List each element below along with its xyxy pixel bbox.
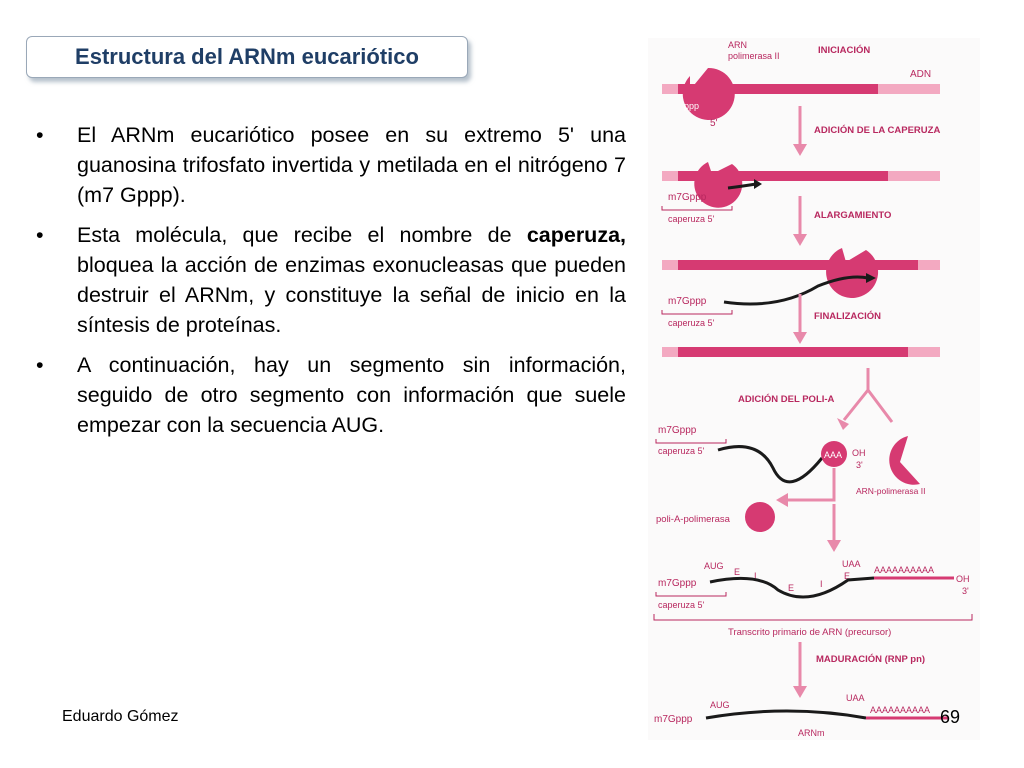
slide-title: Estructura del ARNm eucariótico <box>75 44 419 69</box>
oh-label: OH <box>852 448 866 458</box>
aug-label: AUG <box>704 561 724 571</box>
footer-author: Eduardo Gómez <box>62 708 179 725</box>
bullet-marker: • <box>36 123 44 147</box>
primary-transcript-label: Transcrito primario de ARN (precursor) <box>728 627 892 638</box>
mrna-processing-diagram <box>648 38 980 740</box>
three-prime-label: 3' <box>962 586 969 596</box>
m7gppp-label: m7Gppp <box>654 714 693 725</box>
polya-tail-label: AAAAAAAAAA <box>874 565 935 575</box>
slide-title-box <box>26 36 468 78</box>
uaa-label: UAA <box>842 559 861 569</box>
bullet-item-3 <box>36 350 626 440</box>
bullet-bold-term: caperuza, <box>526 223 626 247</box>
poly-a-polymerase-shape <box>745 502 775 532</box>
ppp-label: ppp <box>684 101 700 111</box>
page-number: 69 <box>940 707 961 727</box>
exon-label: E <box>788 583 795 593</box>
uaa-label: UAA <box>846 693 865 703</box>
bullet-text: Esta molécula, que recibe el nombre de <box>77 223 527 247</box>
bullet-text: El ARNm eucariótico posee en su extremo 5' una guanosina trifosfato invertida y metilada en el nitrógeno 7 (m7 Gppp). <box>77 123 626 207</box>
m7gppp-label: m7Gppp <box>668 296 707 307</box>
exon-label: E <box>844 571 851 581</box>
rna-transcript <box>678 260 918 270</box>
dna-label: ADN <box>910 69 932 80</box>
bullet-marker: • <box>36 353 44 377</box>
cap-label: caperuza 5' <box>658 600 705 610</box>
bullet-text-continued: bloquea la acción de enzimas exonucleasas que pueden destruir el ARNm, y constituye la señal de inicio en la síntesis de proteínas. <box>77 253 626 337</box>
intron-label: I <box>820 579 823 589</box>
step-elongation: ALARGAMIENTO <box>814 210 892 221</box>
bullet-text: A continuación, hay un segmento sin información, seguido de otro segmento con información que suele empezar con la secuencia AUG. <box>77 353 626 437</box>
rna-transcript <box>678 347 908 357</box>
oh-label: OH <box>956 574 970 584</box>
step-termination: FINALIZACIÓN <box>814 311 882 322</box>
rna-pol-label-1: ARN <box>728 40 748 50</box>
bullet-item-2 <box>36 220 626 340</box>
step-cap-addition: ADICIÓN DE LA CAPERUZA <box>814 125 941 136</box>
polya-pol-label: poli-A-polimerasa <box>656 514 730 525</box>
polya-tail-label: AAAAAAAAAA <box>870 705 931 715</box>
bullet-item-1 <box>36 120 626 210</box>
three-prime-label: 3' <box>856 460 863 470</box>
step-maturation: MADURACIÓN (RNP pn) <box>816 654 926 665</box>
cap-label: caperuza 5' <box>658 446 705 456</box>
step-polya-addition: ADICIÓN DEL POLI-A <box>738 394 835 405</box>
step-initiation: INICIACIÓN <box>818 45 871 56</box>
m7gppp-label: m7Gppp <box>658 578 697 589</box>
intron-label: I <box>754 571 757 581</box>
rna-pol-label-2: polimerasa II <box>728 51 780 61</box>
cap-label: caperuza 5' <box>668 318 715 328</box>
m7gppp-label: m7Gppp <box>668 192 707 203</box>
bullet-marker: • <box>36 223 44 247</box>
mrna-label: ARNm <box>798 728 825 738</box>
rna-pol-ii-label: ARN-polimerasa II <box>856 486 926 496</box>
cap-label: caperuza 5' <box>668 214 715 224</box>
m7gppp-label: m7Gppp <box>658 425 697 436</box>
exon-label: E <box>734 567 741 577</box>
bullet-list <box>36 120 626 450</box>
aaa-label: AAA <box>824 450 843 460</box>
five-prime-label: 5' <box>710 118 718 129</box>
aug-label: AUG <box>710 700 730 710</box>
